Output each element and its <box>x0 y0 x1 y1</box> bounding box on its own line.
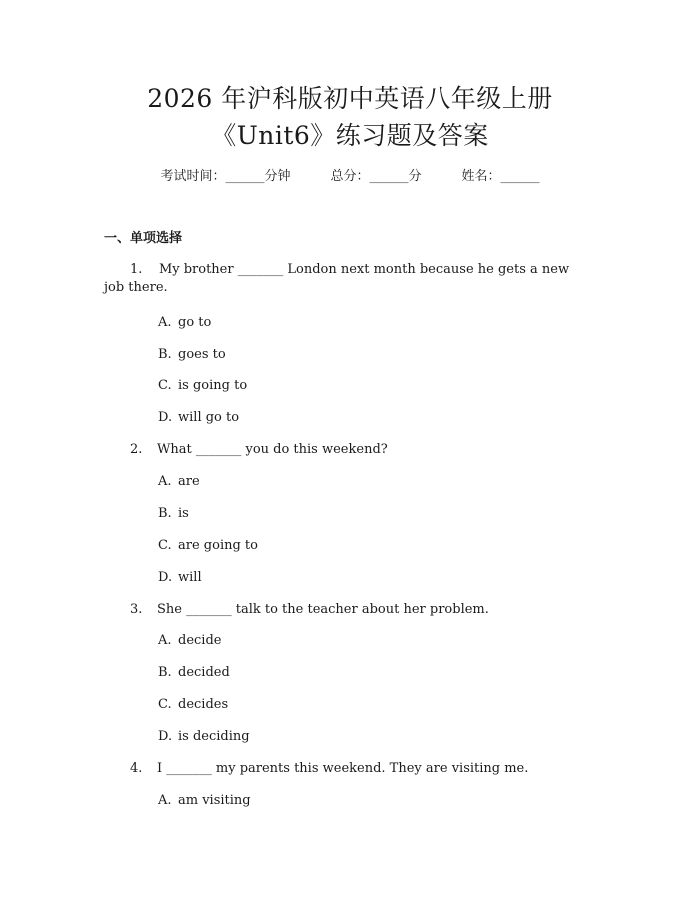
option-2b <box>158 505 189 523</box>
question-number: 1. <box>130 262 143 277</box>
option-text: is deciding <box>178 729 250 744</box>
option-4a <box>158 792 251 810</box>
option-1c <box>158 377 247 395</box>
question-number: 4. <box>130 761 143 776</box>
exam-meta <box>0 168 700 186</box>
option-text: go to <box>178 315 212 330</box>
option-2d <box>158 569 202 587</box>
section-title: 一、单项选择 <box>104 231 183 246</box>
option-letter: A. <box>158 793 172 808</box>
option-2a <box>158 473 200 491</box>
option-letter: B. <box>158 506 172 521</box>
option-3d <box>158 728 250 746</box>
question-1 <box>104 261 590 297</box>
option-text: will go to <box>178 410 240 425</box>
option-letter: B. <box>158 665 172 680</box>
question-number: 2. <box>130 442 143 457</box>
question-number: 3. <box>130 602 143 617</box>
option-text: decide <box>178 633 222 648</box>
option-letter: C. <box>158 538 172 553</box>
question-text: She _______ talk to the teacher about her problem. <box>157 602 489 617</box>
option-text: am visiting <box>178 793 251 808</box>
option-1b <box>158 346 226 364</box>
option-1a <box>158 314 211 332</box>
option-letter: B. <box>158 347 172 362</box>
question-3 <box>130 601 590 619</box>
option-3c <box>158 696 228 714</box>
exam-time-field: 考试时间：______分钟 <box>160 169 291 184</box>
option-letter: D. <box>158 570 173 585</box>
page-title-line2: 《Unit6》练习题及答案 <box>211 121 489 150</box>
option-text: is going to <box>178 378 248 393</box>
option-letter: A. <box>158 315 172 330</box>
option-letter: C. <box>158 697 172 712</box>
page-title-line1: 2026 年沪科版初中英语八年级上册 <box>147 84 553 113</box>
option-text: will <box>178 570 202 585</box>
option-letter: A. <box>158 633 172 648</box>
question-text: I _______ my parents this weekend. They are visiting me. <box>157 761 529 776</box>
option-letter: D. <box>158 729 173 744</box>
option-3a <box>158 632 221 650</box>
option-text: are going to <box>178 538 258 553</box>
option-text: decided <box>178 665 230 680</box>
student-name-field: 姓名：______ <box>461 169 540 184</box>
question-4 <box>130 760 590 778</box>
option-1d <box>158 409 239 427</box>
total-score-field: 总分：______分 <box>330 169 422 184</box>
option-3b <box>158 664 230 682</box>
option-letter: C. <box>158 378 172 393</box>
question-text: My brother _______ London next month because he gets a new job there. <box>104 262 570 295</box>
option-text: are <box>178 474 200 489</box>
option-text: goes to <box>178 347 226 362</box>
option-text: decides <box>178 697 229 712</box>
question-2 <box>130 441 590 459</box>
option-letter: D. <box>158 410 173 425</box>
option-letter: A. <box>158 474 172 489</box>
question-text: What _______ you do this weekend? <box>157 442 388 457</box>
option-text: is <box>178 506 189 521</box>
option-2c <box>158 537 258 555</box>
